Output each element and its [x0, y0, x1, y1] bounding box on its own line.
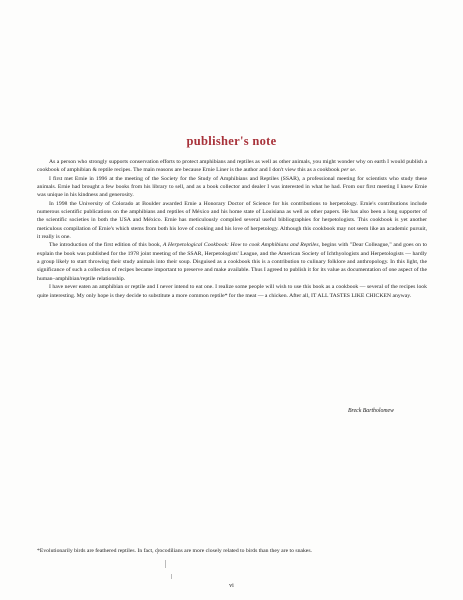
page-title: publisher's note: [186, 134, 277, 148]
paragraph-text: .: [354, 167, 357, 174]
italic-text: per se: [341, 167, 355, 174]
body-paragraph: [37, 283, 427, 300]
body-paragraph: [37, 241, 427, 283]
body-paragraph: [37, 175, 427, 200]
body-paragraph: [37, 200, 427, 242]
scan-speck: [171, 574, 172, 579]
body-paragraph: [37, 158, 427, 175]
paragraph-text: The introduction of the first edition of this book,: [49, 242, 163, 249]
page-number: vi: [229, 583, 234, 589]
footnote: *Evolutionarily birds are feathered reptiles. In fact, crocodilians are more closely related to birds than they are to snakes.: [37, 548, 312, 554]
paragraph-text: I have never eaten an amphibian or reptile and I never intend to eat one. I realize some people will wish to use this book as a cookbook — several of the recipes look quite interesting. My only hope is they decide to substitute a more common reptile* for the meat — a chicken. After all, IT ALL TASTES LIKE CHICKEN anyway.: [37, 284, 427, 299]
paragraph-text: In 1998 the University of Colorado at Boulder awarded Ernie a Honorary Doctor of Science for his contributions to herpetology. Ernie's contributions include numerous scientific publications on the amphibians and reptiles of México and his home state of Louisiana as well as other papers. He has also been a long supporter of the scientific societies in both the USA and México. Ernie has meticulously compiled several useful bibliographies for herpetologists. This cookbook is yet another meticulous compilation of Ernie's which stems from both his love of cooking and his love of herpetology. Although this cookbook may not seem like an academic pursuit, it really is one.: [37, 200, 427, 241]
paragraph-text: As a person who strongly supports conservation efforts to protect amphibians and reptiles as well as other animals, you might wonder why on earth I would publish a cookbook of amphibian & reptile recipes. The main reasons are because Ernie Liner is the author and I don't view this as a cookbook: [37, 159, 427, 174]
author-signature: Breck Bartholomew: [348, 408, 394, 414]
italic-text: A Herpetological Cookbook: How to cook Amphibians and Reptiles: [162, 242, 319, 249]
paragraph-text: , begins with "Dear Colleague," and goes on to explain the book was published for the 1978 joint meeting of the SSAR, Herpetologists' League, and the American Society of Ichthyologists and Herpetologists — hardly a group likely to start throwing their study animals into their soup. Disguised as a cookbook this is a contribution to culinary folklore and anthropology. In this light, the significance of such a collection of recipes became important to preserve and make available. Thus I agreed to publish it for its value as documentation of one aspect of the human–amphibian/reptile relationship.: [37, 242, 428, 282]
paragraph-text: I first met Ernie in 1996 at the meeting of the Society for the Study of Amphibians and Reptiles (SSAR), a professional meeting for scientists who study these animals. Ernie had brought a few books from his library to sell, and as a book collector and dealer I was interested in what he had. From our first meeting I knew Ernie was unique in his kindness and generosity.: [37, 175, 427, 199]
scan-speck: [165, 560, 166, 568]
scan-speck: [157, 548, 158, 554]
body-text: [37, 158, 427, 300]
